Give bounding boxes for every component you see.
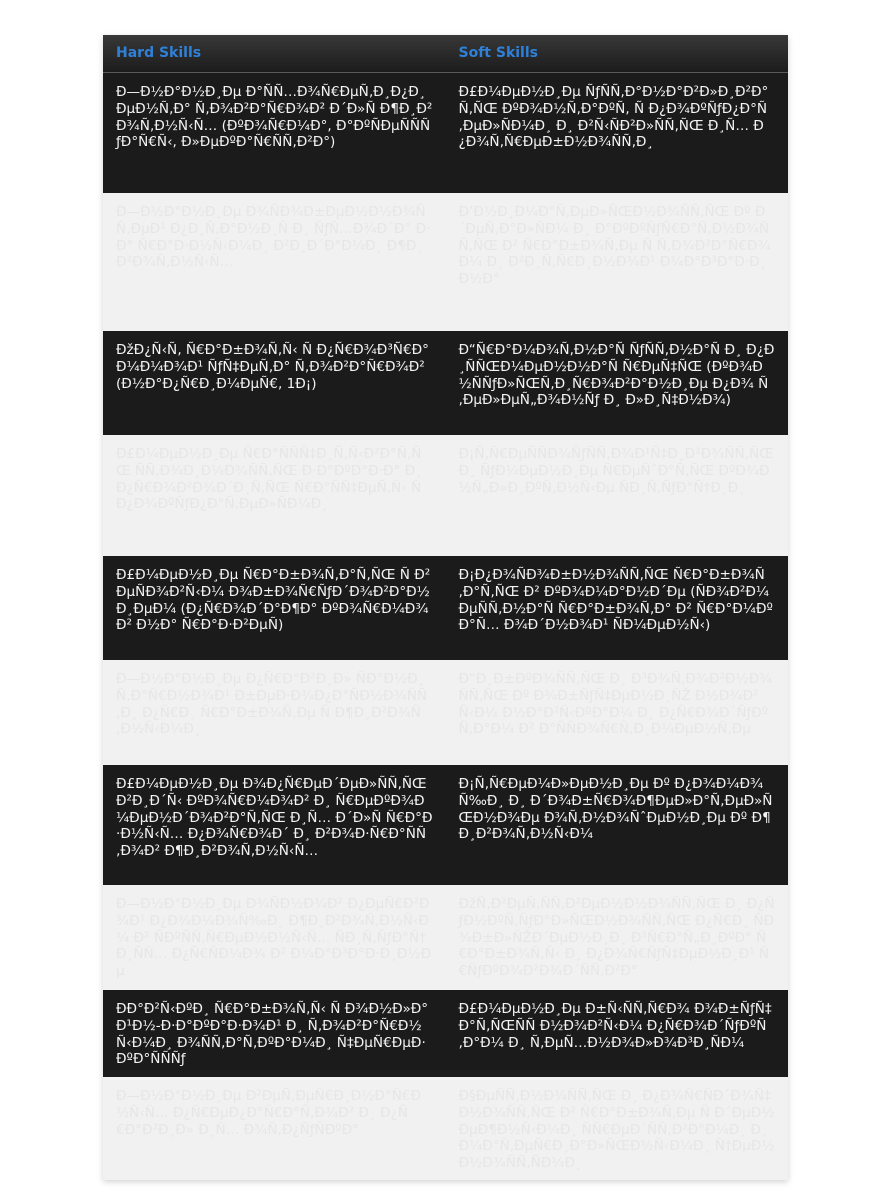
table-row bbox=[103, 331, 788, 435]
hard-skill-cell: Ð£Ð¼ÐµÐ½Ð¸Ðµ Ñ€Ð°ÑÑÑ‡Ð¸Ñ‚Ñ‹Ð²Ð°Ñ‚ÑŒ ÑÑ‚Ð¾Ð¸Ð¼Ð¾ÑÑ‚ÑŒ Ð·Ð°ÐºÐ°Ð·Ð° Ð¸ Ð¿Ñ€Ð¾Ð²Ð¾Ð´Ð¸Ñ‚ÑŒ Ñ€Ð°ÑÑ‡ÐµÑ‚Ñ‹ Ñ Ð¿Ð¾ÐºÑƒÐ¿Ð°Ñ‚ÐµÐ»ÑÐ¼Ð¸ bbox=[116, 446, 422, 513]
soft-skill-cell: Ð“Ñ€Ð°Ð¼Ð¾Ñ‚Ð½Ð°Ñ ÑƒÑÑ‚Ð½Ð°Ñ Ð¸ Ð¿Ð¸ÑÑŒÐ¼ÐµÐ½Ð½Ð°Ñ Ñ€ÐµÑ‡ÑŒ (ÐºÐ¾Ð½ÑÑƒÐ»ÑŒÑ‚Ð¸Ñ€Ð¾Ð²Ð°Ð½Ð¸Ðµ Ð¿Ð¾ Ñ‚ÐµÐ»ÐµÑ„Ð¾Ð½Ñƒ Ð¸ Ð»Ð¸Ñ‡Ð½Ð¾) bbox=[458, 342, 775, 409]
soft-skill-cell: Ð’Ð½Ð¸Ð¼Ð°Ñ‚ÐµÐ»ÑŒÐ½Ð¾ÑÑ‚ÑŒ Ðº Ð´ÐµÑ‚Ð°Ð»ÑÐ¼ Ð¸ Ð°ÐºÐºÑƒÑ€Ð°Ñ‚Ð½Ð¾ÑÑ‚ÑŒ Ð² Ñ€Ð°Ð±Ð¾Ñ‚Ðµ Ñ Ñ‚Ð¾Ð²Ð°Ñ€Ð¾Ð¼ Ð¸ Ð²Ð¸Ñ‚Ñ€Ð¸Ð½Ð¾Ð¹ Ð¼Ð°Ð³Ð°Ð·Ð¸Ð½Ð° bbox=[458, 204, 771, 288]
hard-skill-cell: Ð£Ð¼ÐµÐ½Ð¸Ðµ Ð¾Ð¿Ñ€ÐµÐ´ÐµÐ»ÑÑ‚ÑŒ Ð²Ð¸Ð´Ñ‹ ÐºÐ¾Ñ€Ð¼Ð¾Ð² Ð¸ Ñ€ÐµÐºÐ¾Ð¼ÐµÐ½Ð´Ð¾Ð²Ð°Ñ‚ÑŒ Ð¸Ñ… Ð´Ð»Ñ Ñ€Ð°Ð·Ð½Ñ‹Ñ… Ð¿Ð¾Ñ€Ð¾Ð´ Ð¸ Ð²Ð¾Ð·Ñ€Ð°ÑÑ‚Ð¾Ð² Ð¶Ð¸Ð²Ð¾Ñ‚Ð½Ñ‹Ñ… bbox=[116, 776, 433, 860]
table-row bbox=[103, 990, 788, 1077]
table-row bbox=[103, 556, 788, 660]
hard-skill-cell: Ð—Ð½Ð°Ð½Ð¸Ðµ Ð¿Ñ€Ð°Ð²Ð¸Ð» ÑÐ°Ð½Ð¸Ñ‚Ð°Ñ€Ð½Ð¾Ð¹ Ð±ÐµÐ·Ð¾Ð¿Ð°ÑÐ½Ð¾ÑÑ‚Ð¸ Ð¿Ñ€Ð¸ Ñ€Ð°Ð±Ð¾Ñ‚Ðµ Ñ Ð¶Ð¸Ð²Ð¾Ñ‚Ð½Ñ‹Ð¼Ð¸ bbox=[116, 671, 428, 738]
hard-skill-cell: Ð£Ð¼ÐµÐ½Ð¸Ðµ Ñ€Ð°Ð±Ð¾Ñ‚Ð°Ñ‚ÑŒ Ñ Ð²ÐµÑÐ¾Ð²Ñ‹Ð¼ Ð¾Ð±Ð¾Ñ€ÑƒÐ´Ð¾Ð²Ð°Ð½Ð¸ÐµÐ¼ (Ð¿Ñ€Ð¾Ð´Ð°Ð¶Ð° ÐºÐ¾Ñ€Ð¼Ð¾Ð² Ð½Ð° Ñ€Ð°Ð·Ð²ÐµÑ) bbox=[116, 567, 431, 634]
hard-skill-cell: ÐžÐ¿Ñ‹Ñ‚ Ñ€Ð°Ð±Ð¾Ñ‚Ñ‹ Ñ Ð¿Ñ€Ð¾Ð³Ñ€Ð°Ð¼Ð¼Ð¾Ð¹ ÑƒÑ‡ÐµÑ‚Ð° Ñ‚Ð¾Ð²Ð°Ñ€Ð¾Ð² (Ð½Ð°Ð¿Ñ€Ð¸Ð¼ÐµÑ€, 1Ð¡) bbox=[116, 342, 429, 392]
table-row bbox=[103, 660, 788, 765]
soft-skill-cell: Ð¡Ñ‚Ñ€ÐµÐ¼Ð»ÐµÐ½Ð¸Ðµ Ðº Ð¿Ð¾Ð¼Ð¾Ñ‰Ð¸ Ð¸ Ð´Ð¾Ð±Ñ€Ð¾Ð¶ÐµÐ»Ð°Ñ‚ÐµÐ»ÑŒÐ½Ð¾Ðµ Ð¾Ñ‚Ð½Ð¾ÑˆÐµÐ½Ð¸Ðµ Ðº Ð¶Ð¸Ð²Ð¾Ñ‚Ð½Ñ‹Ð¼ bbox=[458, 776, 773, 843]
soft-skill-cell: Ð£Ð¼ÐµÐ½Ð¸Ðµ Ð±Ñ‹ÑÑ‚Ñ€Ð¾ Ð¾Ð±ÑƒÑ‡Ð°Ñ‚ÑŒÑÑ Ð½Ð¾Ð²Ñ‹Ð¼ Ð¿Ñ€Ð¾Ð´ÑƒÐºÑ‚Ð°Ð¼ Ð¸ Ñ‚ÐµÑ…Ð½Ð¾Ð»Ð¾Ð³Ð¸ÑÐ¼ bbox=[458, 1001, 772, 1051]
hard-skill-cell: Ð—Ð½Ð°Ð½Ð¸Ðµ Ð¾ÑÐ¾Ð±ÐµÐ½Ð½Ð¾ÑÑ‚ÐµÐ¹ Ð¿Ð¸Ñ‚Ð°Ð½Ð¸Ñ Ð¸ ÑƒÑ…Ð¾Ð´Ð° Ð·Ð° Ñ€Ð°Ð·Ð½Ñ‹Ð¼Ð¸ Ð²Ð¸Ð´Ð°Ð¼Ð¸ Ð¶Ð¸Ð²Ð¾Ñ‚Ð½Ñ‹Ñ… bbox=[116, 204, 431, 271]
skills-table bbox=[103, 35, 788, 1180]
hard-skill-cell: ÐÐ°Ð²Ñ‹ÐºÐ¸ Ñ€Ð°Ð±Ð¾Ñ‚Ñ‹ Ñ Ð¾Ð½Ð»Ð°Ð¹Ð½-Ð·Ð°ÐºÐ°Ð·Ð¾Ð¹ Ð¸ Ñ‚Ð¾Ð²Ð°Ñ€Ð½Ñ‹Ð¼Ð¸ Ð¾ÑÑ‚Ð°Ñ‚ÐºÐ°Ð¼Ð¸ Ñ‡ÐµÑ€ÐµÐ· ÐºÐ°ÑÑÑƒ bbox=[116, 1001, 429, 1068]
table-row bbox=[103, 765, 788, 885]
hard-skill-cell: Ð—Ð½Ð°Ð½Ð¸Ðµ Ð¾ÑÐ½Ð¾Ð² Ð¿ÐµÑ€Ð²Ð¾Ð¹ Ð¿Ð¾Ð¼Ð¾Ñ‰Ð¸ Ð¶Ð¸Ð²Ð¾Ñ‚Ð½Ñ‹Ð¼ Ð² ÑÐºÑÑ‚Ñ€ÐµÐ½Ð½Ñ‹Ñ… ÑÐ¸Ñ‚ÑƒÐ°Ñ†Ð¸ÑÑ… Ð¿Ñ€ÑÐ¼Ð¾ Ð² Ð¼Ð°Ð³Ð°Ð·Ð¸Ð½Ðµ bbox=[116, 896, 432, 980]
soft-skill-cell: Ð£Ð¼ÐµÐ½Ð¸Ðµ ÑƒÑÑ‚Ð°Ð½Ð°Ð²Ð»Ð¸Ð²Ð°Ñ‚ÑŒ ÐºÐ¾Ð½Ñ‚Ð°ÐºÑ‚ Ñ Ð¿Ð¾ÐºÑƒÐ¿Ð°Ñ‚ÐµÐ»ÑÐ¼Ð¸ Ð¸ Ð²Ñ‹ÑÐ²Ð»ÑÑ‚ÑŒ Ð¸Ñ… Ð¿Ð¾Ñ‚Ñ€ÐµÐ±Ð½Ð¾ÑÑ‚Ð¸ bbox=[458, 84, 769, 151]
soft-skill-cell: ÐžÑ‚Ð²ÐµÑ‚ÑÑ‚Ð²ÐµÐ½Ð½Ð¾ÑÑ‚ÑŒ Ð¸ Ð¿ÑƒÐ½ÐºÑ‚ÑƒÐ°Ð»ÑŒÐ½Ð¾ÑÑ‚ÑŒ Ð¿Ñ€Ð¸ ÑÐ¾Ð±Ð»ÑŽÐ´ÐµÐ½Ð¸Ð¸ Ð³Ñ€Ð°Ñ„Ð¸ÐºÐ° Ñ€Ð°Ð±Ð¾Ñ‚Ñ‹ Ð¸ Ð¿Ð¾Ñ€ÑƒÑ‡ÐµÐ½Ð¸Ð¹ Ñ€ÑƒÐºÐ¾Ð²Ð¾Ð´ÑÑ‚Ð²Ð° bbox=[458, 896, 775, 980]
soft-skill-cell: Ð¡Ñ‚Ñ€ÐµÑÑÐ¾ÑƒÑÑ‚Ð¾Ð¹Ñ‡Ð¸Ð²Ð¾ÑÑ‚ÑŒ Ð¸ ÑƒÐ¼ÐµÐ½Ð¸Ðµ Ñ€ÐµÑˆÐ°Ñ‚ÑŒ ÐºÐ¾Ð½Ñ„Ð»Ð¸ÐºÑ‚Ð½Ñ‹Ðµ ÑÐ¸Ñ‚ÑƒÐ°Ñ†Ð¸Ð¸ bbox=[458, 446, 774, 496]
table-row bbox=[103, 1077, 788, 1180]
hard-skill-cell: Ð—Ð½Ð°Ð½Ð¸Ðµ Ð²ÐµÑ‚ÐµÑ€Ð¸Ð½Ð°Ñ€Ð½Ñ‹Ñ… Ð¿Ñ€ÐµÐ¿Ð°Ñ€Ð°Ñ‚Ð¾Ð² Ð¸ Ð¿Ñ€Ð°Ð²Ð¸Ð» Ð¸Ñ… Ð¾Ñ‚Ð¿ÑƒÑÐºÐ° bbox=[116, 1088, 422, 1138]
table-row bbox=[103, 885, 788, 990]
soft-skill-cell: Ð¡Ð¿Ð¾ÑÐ¾Ð±Ð½Ð¾ÑÑ‚ÑŒ Ñ€Ð°Ð±Ð¾Ñ‚Ð°Ñ‚ÑŒ Ð² ÐºÐ¾Ð¼Ð°Ð½Ð´Ðµ (ÑÐ¾Ð²Ð¼ÐµÑÑ‚Ð½Ð°Ñ Ñ€Ð°Ð±Ð¾Ñ‚Ð° Ð² Ñ€Ð°Ð¼ÐºÐ°Ñ… Ð¾Ð´Ð½Ð¾Ð¹ ÑÐ¼ÐµÐ½Ñ‹) bbox=[458, 567, 773, 634]
soft-skill-cell: Ð“Ð¸Ð±ÐºÐ¾ÑÑ‚ÑŒ Ð¸ Ð³Ð¾Ñ‚Ð¾Ð²Ð½Ð¾ÑÑ‚ÑŒ Ðº Ð¾Ð±ÑƒÑ‡ÐµÐ½Ð¸ÑŽ Ð½Ð¾Ð²Ñ‹Ð¼ Ð½Ð°Ð²Ñ‹ÐºÐ°Ð¼ Ð¸ Ð¿Ñ€Ð¾Ð´ÑƒÐºÑ‚Ð°Ð¼ Ð² Ð°ÑÑÐ¾Ñ€Ñ‚Ð¸Ð¼ÐµÐ½Ñ‚Ðµ bbox=[458, 671, 773, 738]
header-soft-skills: Soft Skills bbox=[458, 45, 538, 61]
table-row bbox=[103, 193, 788, 331]
table-header-row bbox=[103, 35, 788, 73]
hard-skill-cell: Ð—Ð½Ð°Ð½Ð¸Ðµ Ð°ÑÑ…Ð¾Ñ€ÐµÑ‚Ð¸Ð¿Ð¸ÐµÐ½Ñ‚Ð° Ñ‚Ð¾Ð²Ð°Ñ€Ð¾Ð² Ð´Ð»Ñ Ð¶Ð¸Ð²Ð¾Ñ‚Ð½Ñ‹Ñ… (ÐºÐ¾Ñ€Ð¼Ð°, Ð°ÐºÑÐµÑÑÑƒÐ°Ñ€Ñ‹, Ð»ÐµÐºÐ°Ñ€ÑÑ‚Ð²Ð°) bbox=[116, 84, 433, 151]
table-row bbox=[103, 435, 788, 556]
header-hard-skills: Hard Skills bbox=[116, 45, 202, 61]
table-row bbox=[103, 73, 788, 193]
soft-skill-cell: Ð§ÐµÑÑ‚Ð½Ð¾ÑÑ‚ÑŒ Ð¸ Ð¿Ð¾Ñ€ÑÐ´Ð¾Ñ‡Ð½Ð¾ÑÑ‚ÑŒ Ð² Ñ€Ð°Ð±Ð¾Ñ‚Ðµ Ñ Ð´ÐµÐ½ÐµÐ¶Ð½Ñ‹Ð¼Ð¸ ÑÑ€ÐµÐ´ÑÑ‚Ð²Ð°Ð¼Ð¸ Ð¸ Ð¼Ð°Ñ‚ÐµÑ€Ð¸Ð°Ð»ÑŒÐ½Ñ‹Ð¼Ð¸ Ñ†ÐµÐ½Ð½Ð¾ÑÑ‚ÑÐ¼Ð¸ bbox=[458, 1088, 775, 1172]
